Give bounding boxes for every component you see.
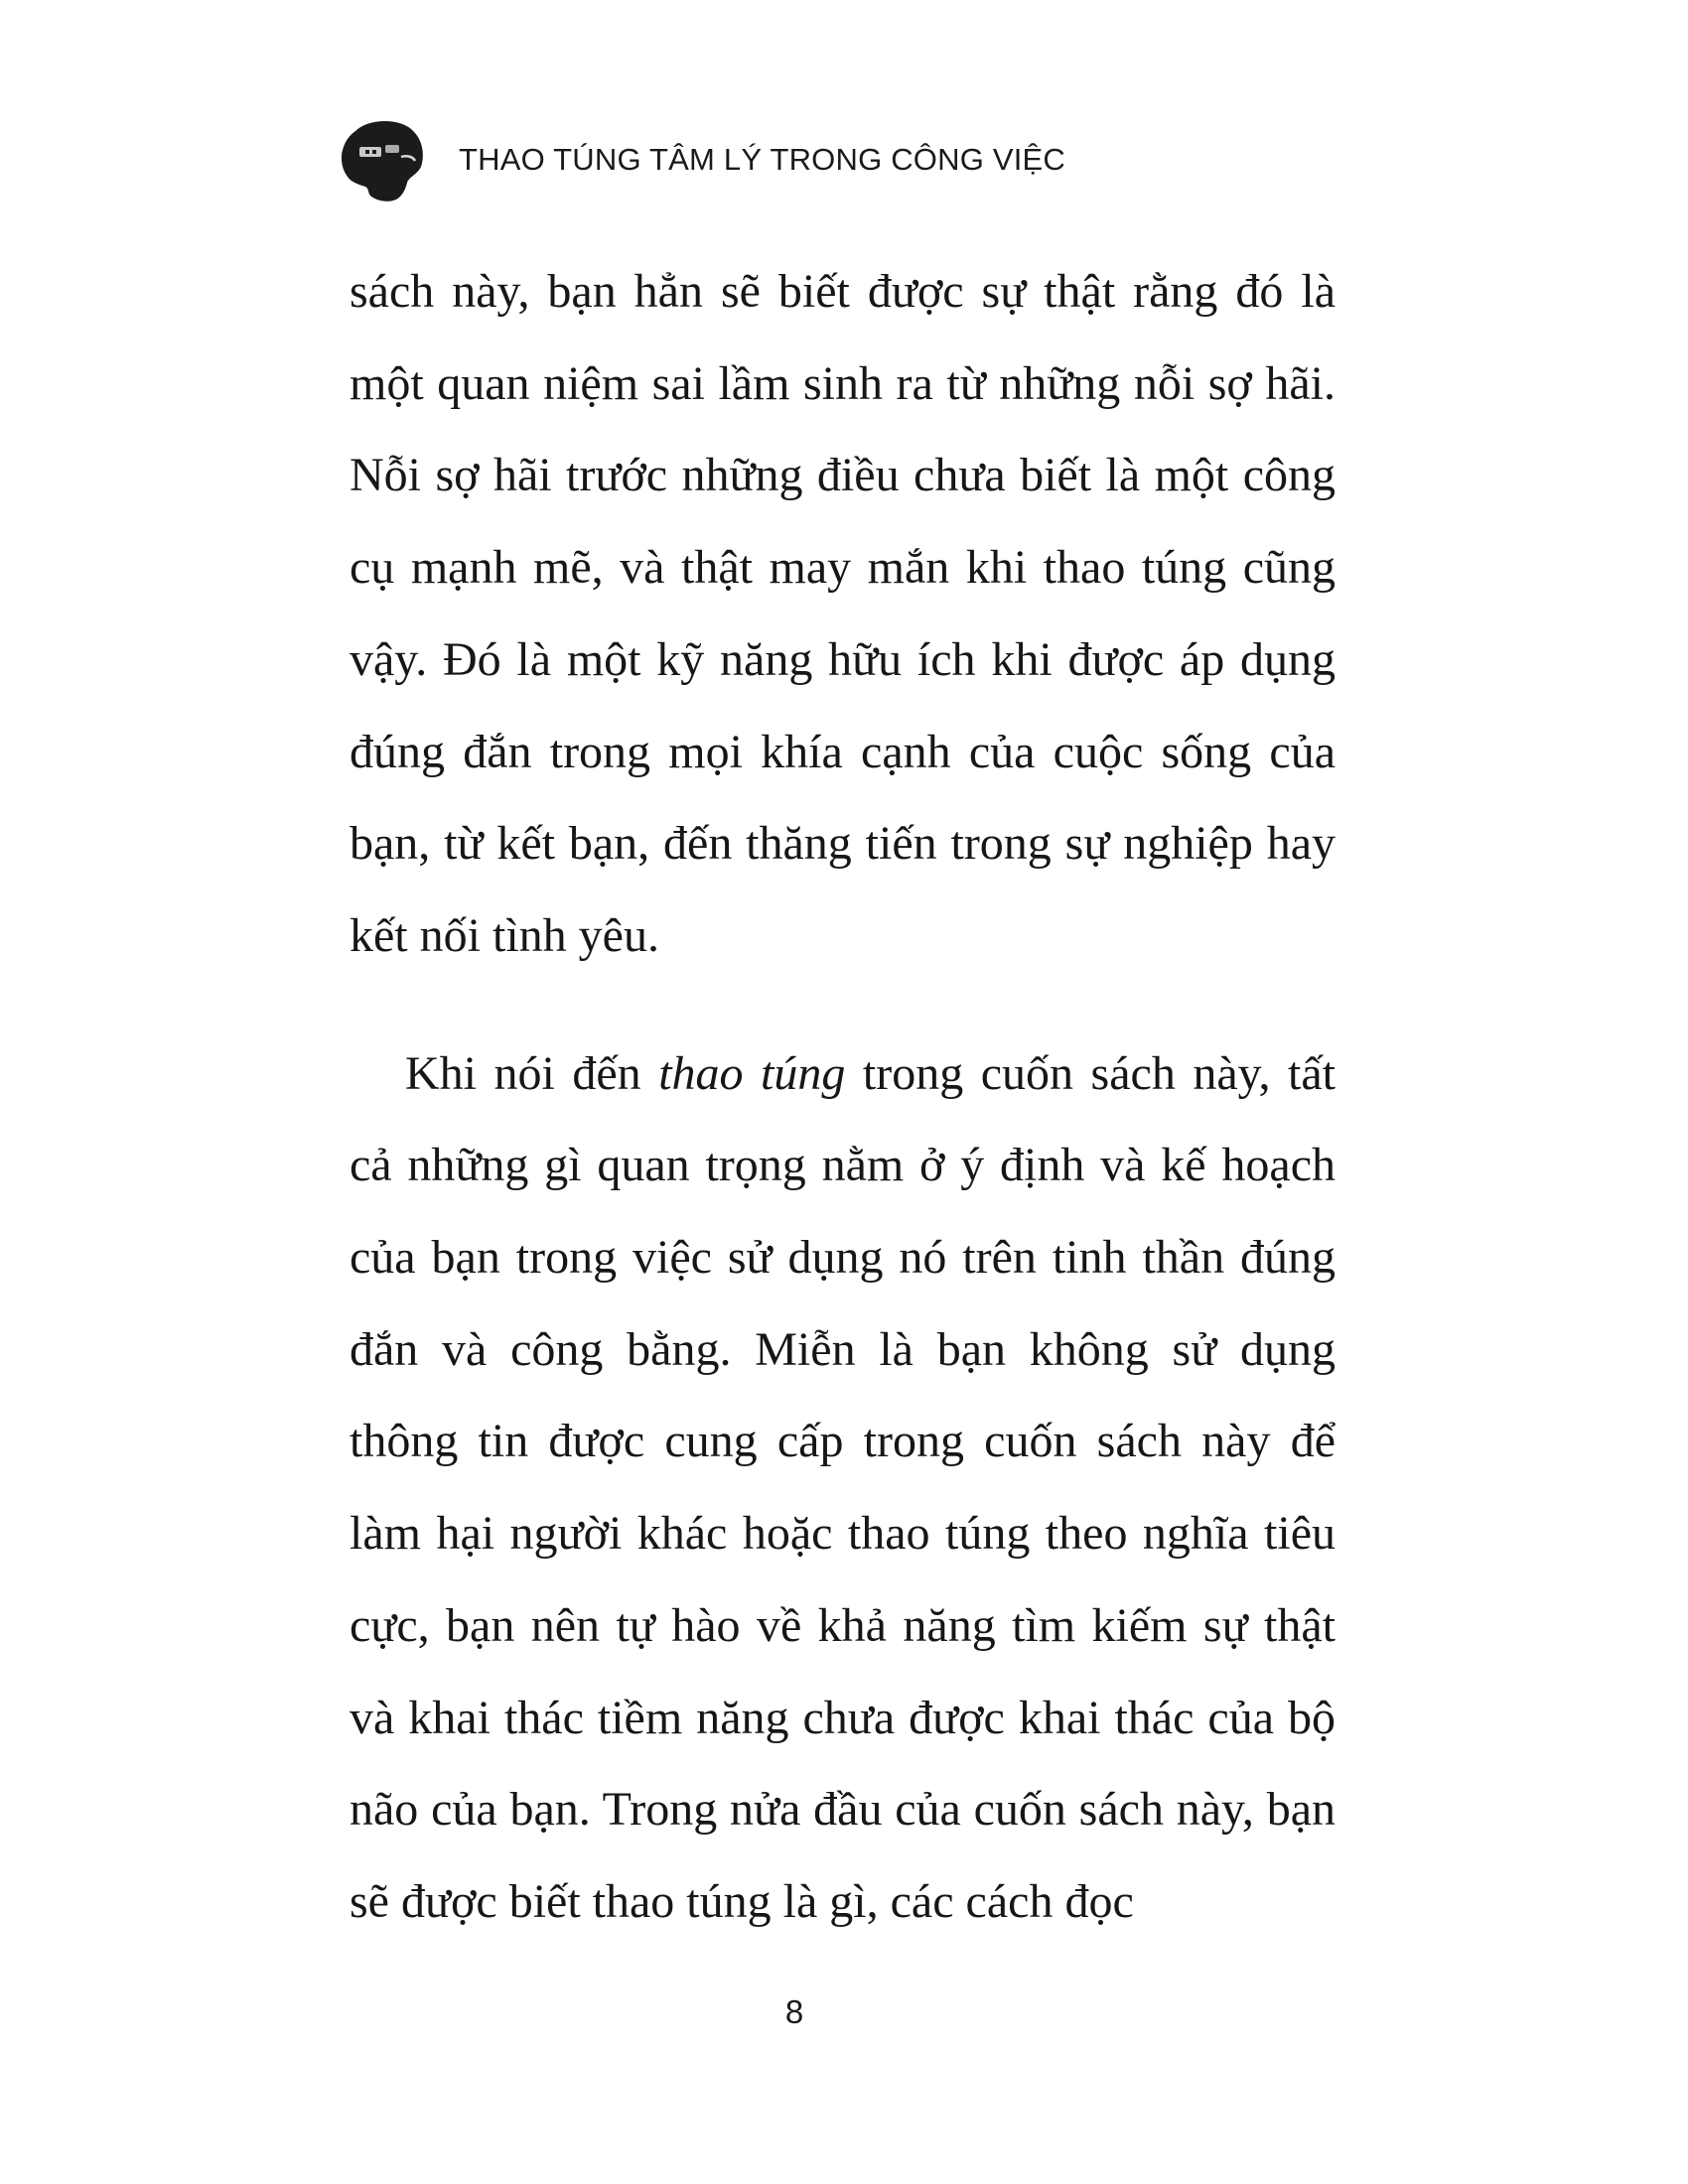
head-silhouette-icon [338, 117, 429, 203]
paragraph-rest: trong cuốn sách này, tất cả những gì quan trọng nằm ở ý định và kế hoạch của bạn trong việc sử dụng nó trên tinh thần đúng đắn và công bằng. Miễn là bạn không sử dụng thông tin được cung cấp trong cuốn sách này để làm hại người khác hoặc thao túng theo nghĩa tiêu cực, bạn nên tự hào về khả năng tìm kiếm sự thật và khai thác tiềm năng chưa được khai thác của bộ não của bạn. Trong nửa đầu của cuốn sách này, bạn sẽ được biết thao túng là gì, các cách đọc [350, 1046, 1336, 1928]
paragraph-thao-tung [350, 1028, 1336, 1949]
paragraph-lead: Khi nói đến [405, 1046, 659, 1100]
body-text [350, 246, 1336, 1949]
running-header [338, 117, 1065, 203]
running-title: THAO TÚNG TÂM LÝ TRONG CÔNG VIỆC [459, 142, 1065, 177]
paragraph-continuation: sách này, bạn hẳn sẽ biết được sự thật rằng đó là một quan niệm sai lầm sinh ra từ những nỗi sợ hãi. Nỗi sợ hãi trước những điều chưa biết là một công cụ mạnh mẽ, và thật may mắn khi thao túng cũng vậy. Đó là một kỹ năng hữu ích khi được áp dụng đúng đắn trong mọi khía cạnh của cuộc sống của bạn, từ kết bạn, đến thăng tiến trong sự nghiệp hay kết nối tình yêu. [350, 265, 1336, 962]
page-number: 8 [784, 1993, 804, 2030]
emphasis-term: thao túng [658, 1046, 846, 1100]
